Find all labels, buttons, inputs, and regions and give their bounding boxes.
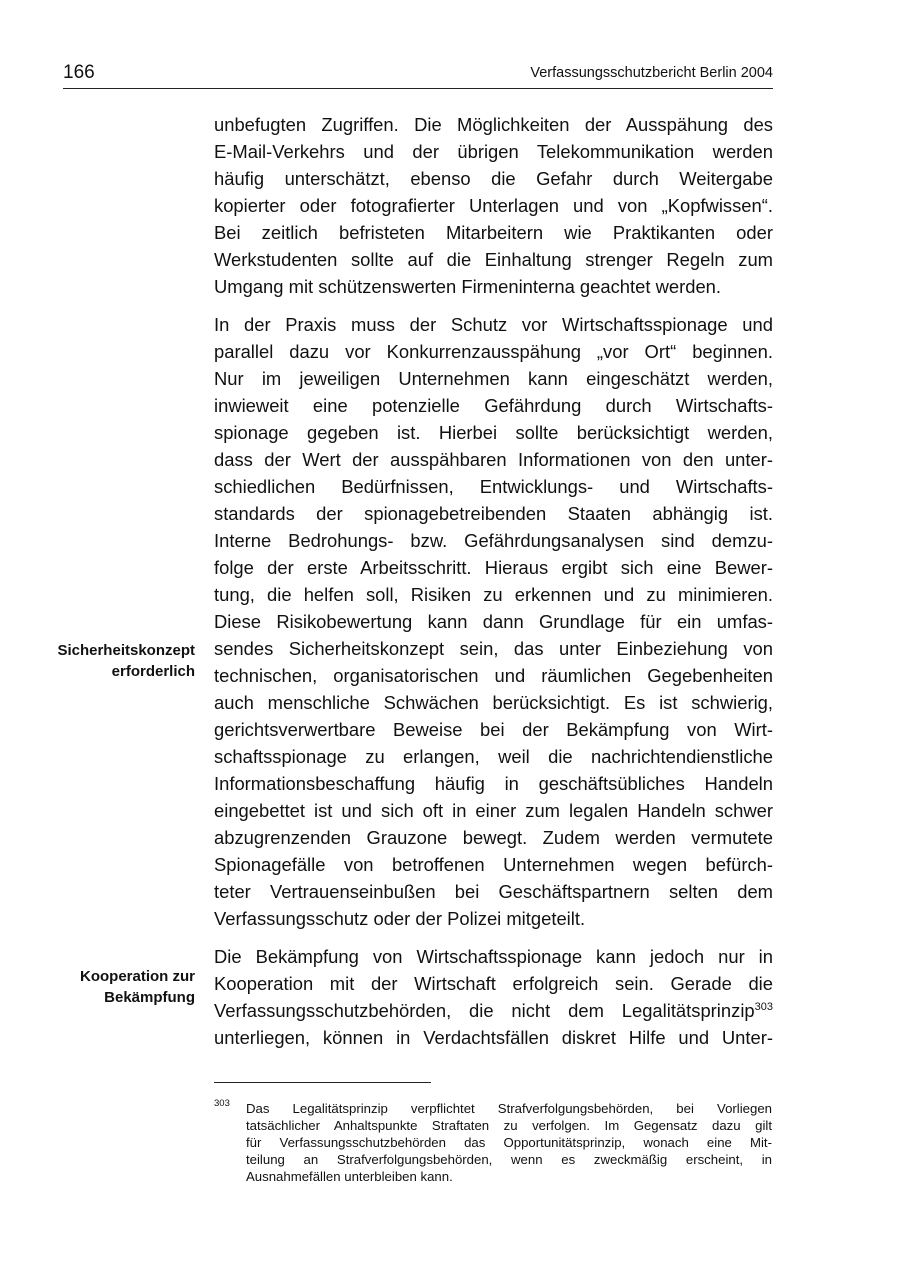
text-line: Interne Bedrohungs- bzw. Gefährdungsanalysen sind demzu- <box>214 530 773 551</box>
text-line: tung, die helfen soll, Risiken zu erkennen und zu minimieren. <box>214 584 773 605</box>
text-line: häufig unterschätzt, ebenso die Gefahr durch Weitergabe <box>214 168 773 189</box>
margin-note-sicherheitskonzept <box>30 640 195 682</box>
text-line: Kooperation mit der Wirtschaft erfolgreich sein. Gerade die <box>214 973 773 994</box>
text-line: inwieweit eine potenzielle Gefährdung durch Wirtschafts- <box>214 395 773 416</box>
text-line: standards der spionagebetreibenden Staaten abhängig ist. <box>214 503 773 524</box>
text-line: unbefugten Zugriffen. Die Möglichkeiten der Ausspähung des <box>214 114 773 135</box>
text-line: Spionagefälle von betroffenen Unternehmen wegen befürch- <box>214 854 773 875</box>
margin-note-line: erforderlich <box>111 663 195 680</box>
margin-note-kooperation <box>30 966 195 1008</box>
text-line: spionage gegeben ist. Hierbei sollte berücksichtigt werden, <box>214 422 773 443</box>
footnote-line: teilung an Strafverfolgungsbehörden, wenn es zweckmäßig erscheint, in <box>246 1152 772 1167</box>
text-line: schiedlichen Bedürfnissen, Entwicklungs- und Wirtschafts- <box>214 476 773 497</box>
margin-note-line: Sicherheitskonzept <box>57 642 195 659</box>
text-line: Die Bekämpfung von Wirtschaftsspionage kann jedoch nur in <box>214 946 773 967</box>
text-line: Bei zeitlich befristeten Mitarbeitern wie Praktikanten oder <box>214 222 773 243</box>
margin-note-line: Kooperation zur <box>80 968 195 985</box>
text-line: unterliegen, können in Verdachtsfällen diskret Hilfe und Unter- <box>214 1027 773 1048</box>
text-line: Verfassungsschutz oder der Polizei mitgeteilt. <box>214 908 586 929</box>
text-line: teter Vertrauenseinbußen bei Geschäftspartnern selten dem <box>214 881 773 902</box>
text-line: Werkstudenten sollte auf die Einhaltung strenger Regeln zum <box>214 249 773 270</box>
text-line: E-Mail-Verkehrs und der übrigen Telekommunikation werden <box>214 141 773 162</box>
text-line: technischen, organisatorischen und räumlichen Gegebenheiten <box>214 665 773 686</box>
text-line: In der Praxis muss der Schutz vor Wirtschaftsspionage und <box>214 314 773 335</box>
text-line: eingebettet ist und sich oft in einer zum legalen Handeln schwer <box>214 800 773 821</box>
text-segment: Verfassungsschutzbehörden, die nicht dem Legalitätsprinzip <box>214 1000 755 1021</box>
footnote-line: Das Legalitätsprinzip verpflichtet Strafverfolgungsbehörden, bei Vorliegen <box>246 1101 772 1116</box>
text-line: Diese Risikobewertung kann dann Grundlage für ein umfas- <box>214 611 773 632</box>
text-line: auch menschliche Schwächen berücksichtigt. Es ist schwierig, <box>214 692 773 713</box>
margin-note-line: Bekämpfung <box>104 989 195 1006</box>
text-line: folge der erste Arbeitsschritt. Hieraus ergibt sich eine Bewer- <box>214 557 773 578</box>
footnote-line: tatsächlicher Anhaltspunkte Straftaten zu verfolgen. Im Gegensatz dazu gilt <box>246 1118 772 1133</box>
text-line: Umgang mit schützenswerten Firmeninterna geachtet werden. <box>214 276 722 297</box>
text-line: sendes Sicherheitskonzept sein, das unter Einbeziehung von <box>214 638 773 659</box>
text-line: parallel dazu vor Konkurrenzausspähung „vor Ort“ beginnen. <box>214 341 773 362</box>
footnote-separator <box>214 1082 431 1083</box>
text-line: kopierter oder fotografierter Unterlagen und von „Kopfwissen“. <box>214 195 773 216</box>
footnote-reference[interactable]: 303 <box>754 1000 773 1013</box>
running-title: Verfassungsschutzbericht Berlin 2004 <box>530 65 773 81</box>
text-line: dass der Wert der ausspähbaren Informationen von den unter- <box>214 449 773 470</box>
page-header <box>63 62 773 89</box>
text-line: Informationsbeschaffung häufig in geschäftsübliches Handeln <box>214 773 773 794</box>
text-line: Nur im jeweiligen Unternehmen kann eingeschätzt werden, <box>214 368 773 389</box>
footnote-marker: 303 <box>214 1098 230 1109</box>
text-line: abzugrenzenden Grauzone bewegt. Zudem werden vermutete <box>214 827 773 848</box>
text-line-with-footnote-ref <box>214 997 773 1024</box>
page-number: 166 <box>63 62 95 83</box>
footnote-line: für Verfassungsschutzbehörden das Opportunitätsprinzip, wonach eine Mit- <box>246 1135 772 1150</box>
footnote-line: Ausnahmefällen unterbleiben kann. <box>246 1169 453 1184</box>
text-line: gerichtsverwertbare Beweise bei der Bekämpfung von Wirt- <box>214 719 773 740</box>
text-line: schaftsspionage zu erlangen, weil die nachrichtendienstliche <box>214 746 773 767</box>
